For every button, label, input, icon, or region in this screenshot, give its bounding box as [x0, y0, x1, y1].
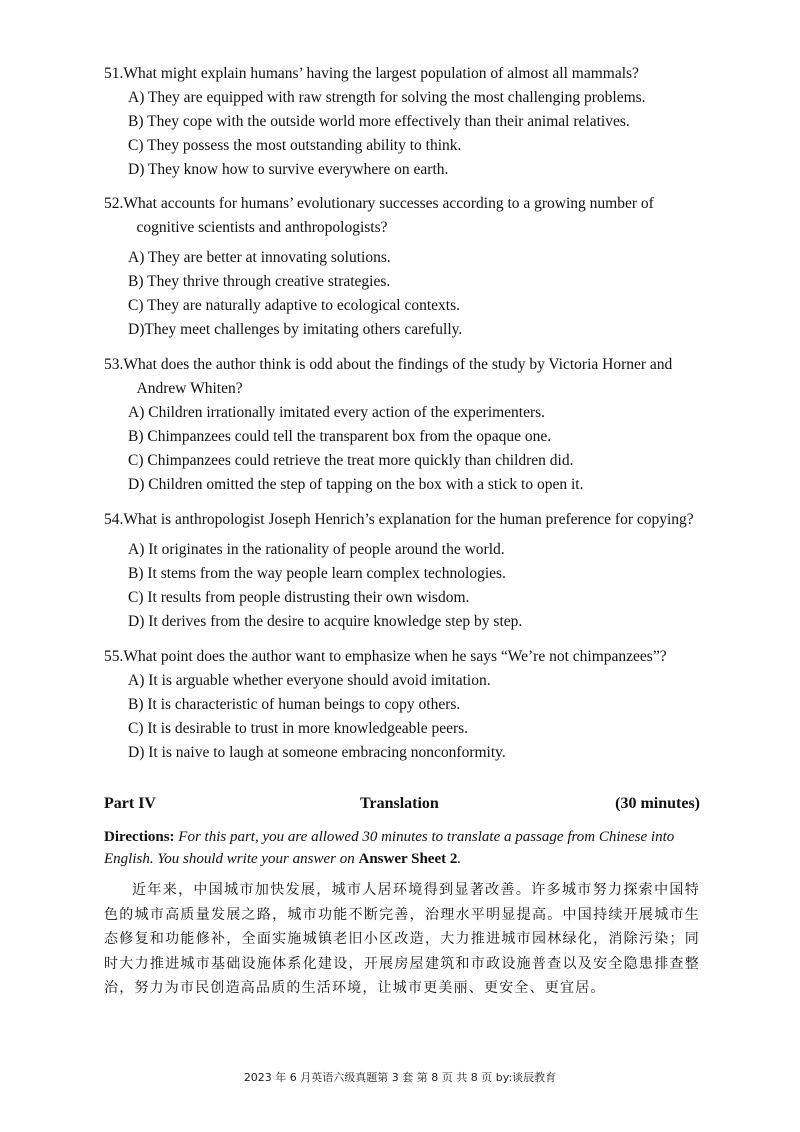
question-54: [104, 508, 704, 634]
option-a: A) They are equipped with raw strength for solving the most challenging problems.: [128, 89, 646, 106]
option-c: C) They are naturally adaptive to ecological contexts.: [128, 297, 460, 314]
option-a: A) They are better at innovating solutions.: [128, 249, 391, 266]
part-label: Part IV: [104, 795, 156, 812]
answer-sheet-label: Answer Sheet 2: [358, 851, 458, 867]
question-stem: 55.What point does the author want to emphasize when he says “We’re not chimpanzees”?: [104, 648, 667, 665]
option-d: D) They know how to survive everywhere on earth.: [128, 161, 449, 178]
part-time: (30 minutes): [615, 795, 700, 812]
option-b: B) It stems from the way people learn complex technologies.: [128, 565, 506, 582]
question-stem: 52.What accounts for humans’ evolutionary successes according to a growing number of cognitive scientists and anthropologists?: [104, 195, 654, 236]
option-a: A) Children irrationally imitated every action of the experimenters.: [128, 404, 546, 421]
question-52: [104, 192, 704, 342]
question-stem: 53.What does the author think is odd about the findings of the study by Victoria Horner and Andrew Whiten?: [104, 356, 673, 397]
question-51: [104, 62, 704, 182]
option-c: C) Chimpanzees could retrieve the treat more quickly than children did.: [128, 452, 574, 469]
option-b: B) Chimpanzees could tell the transparent box from the opaque one.: [128, 428, 552, 445]
question-stem: 51.What might explain humans’ having the largest population of almost all mammals?: [104, 65, 639, 82]
option-d: D)They meet challenges by imitating others carefully.: [128, 321, 463, 338]
question-55: [104, 645, 704, 765]
option-c: C) It is desirable to trust in more knowledgeable peers.: [128, 720, 469, 737]
part-title: Translation: [360, 795, 439, 812]
option-a: A) It originates in the rationality of people around the world.: [128, 541, 505, 558]
option-d: D) It is naive to laugh at someone embracing nonconformity.: [128, 744, 506, 761]
translation-passage: 近年来，中国城市加快发展，城市人居环境得到显著改善。许多城市努力探索中国特色的城市高质量发展之路，城市功能不断完善，治理水平明显提高。中国持续开展城市生态修复和功能修补，全面实施城镇老旧小区改造，大力推进城市园林绿化，消除污染；同时大力推进城市基础设施体系化建设，开展房屋建筑和市政设施普查以及安全隐患排查整治，努力为市民创造高品质的生活环境，让城市更美丽、更安全、更宜居。: [104, 882, 700, 996]
directions-label: Directions:: [104, 829, 175, 845]
option-b: B) It is characteristic of human beings to copy others.: [128, 696, 461, 713]
option-a: A) It is arguable whether everyone should avoid imitation.: [128, 672, 491, 689]
question-stem: 54.What is anthropologist Joseph Henrich’s explanation for the human preference for copying?: [104, 511, 694, 528]
question-53: [104, 353, 704, 497]
directions-period: .: [457, 851, 462, 867]
page-footer: 2023 年 6 月英语六级真题第 3 套 第 8 页 共 8 页 by:谈辰教育: [243, 1071, 557, 1084]
directions: [104, 826, 702, 870]
directions-text: For this part, you are allowed 30 minutes to translate a passage from Chinese into English. You should write your answer on: [104, 829, 675, 867]
option-d: D) It derives from the desire to acquire knowledge step by step.: [128, 613, 523, 630]
option-d: D) Children omitted the step of tapping on the box with a stick to open it.: [128, 476, 584, 493]
option-c: C) They possess the most outstanding ability to think.: [128, 137, 462, 154]
option-c: C) It results from people distrusting their own wisdom.: [128, 589, 470, 606]
part-header: [104, 795, 700, 819]
option-b: B) They thrive through creative strategies.: [128, 273, 391, 290]
option-b: B) They cope with the outside world more effectively than their animal relatives.: [128, 113, 630, 130]
